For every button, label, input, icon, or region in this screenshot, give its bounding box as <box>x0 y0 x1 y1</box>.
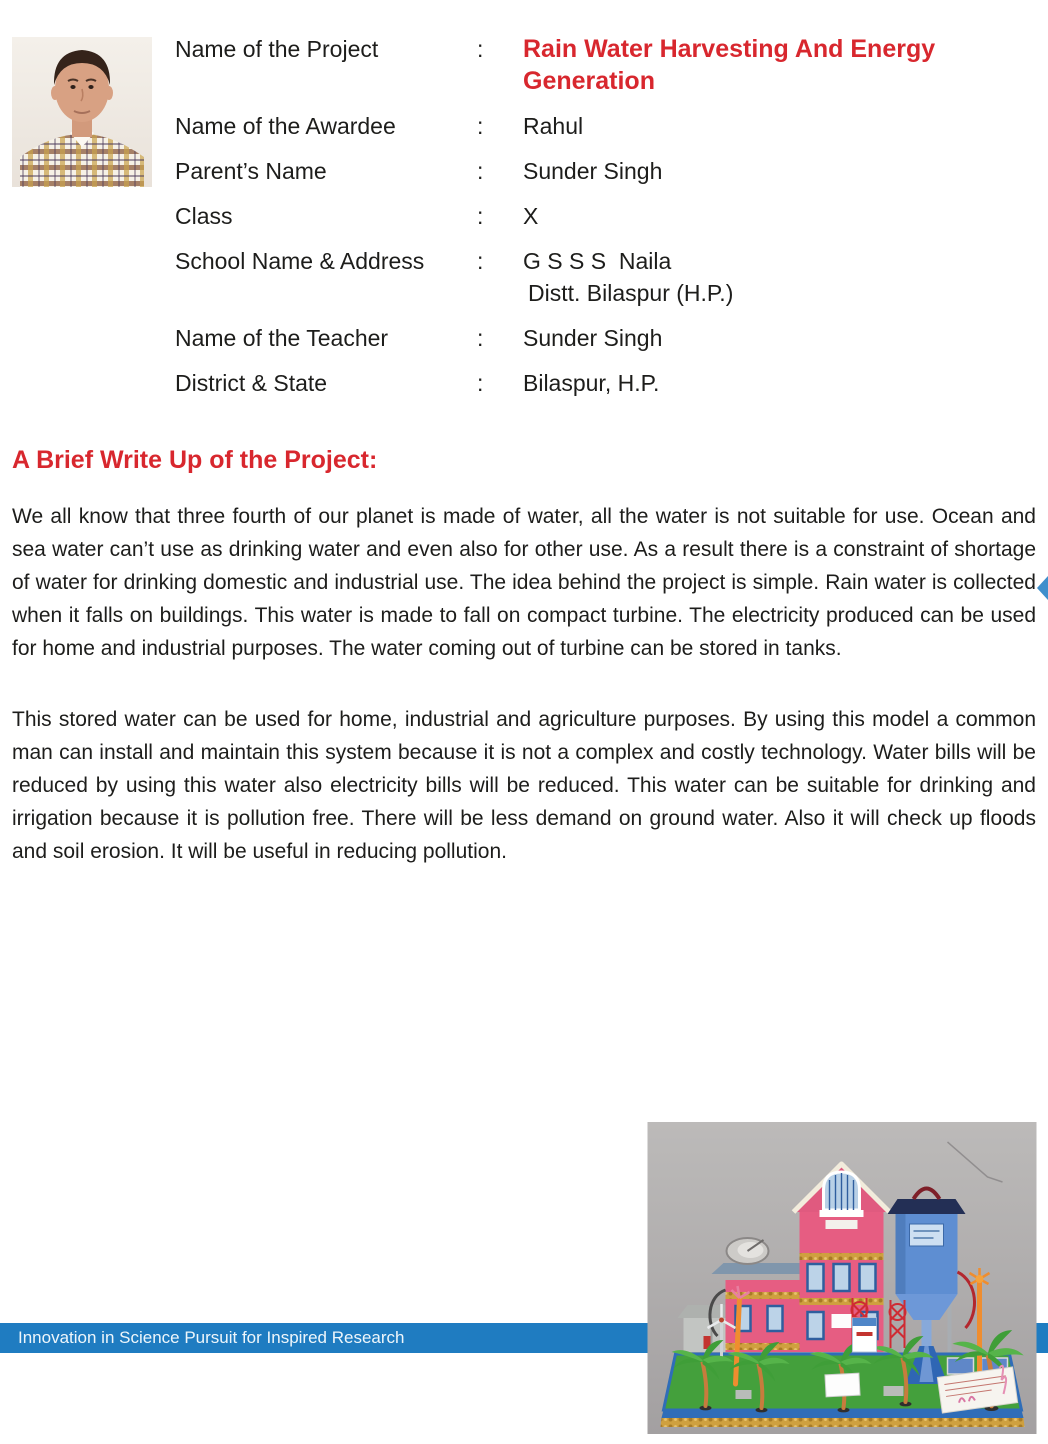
detail-value: X <box>523 203 539 229</box>
writeup-paragraph-2: This stored water can be used for home, industrial and agriculture purposes. By using this model a common man can install and maintain this system because it is not a complex and costly technology. Water bills will be reduced by using this water also electricity bills will be reduced. This water can be suitable for drinking and irrigation because it is pollution free. There will be less demand on ground water. Also it will check up floods and soil erosion. It will be useful in reducing pollution. <box>12 708 1036 863</box>
detail-row-teacher <box>175 322 987 354</box>
detail-label: Class <box>175 203 233 229</box>
detail-value: Bilaspur, H.P. <box>523 370 660 396</box>
detail-label: Parent’s Name <box>175 158 327 184</box>
detail-colon: : <box>477 203 484 229</box>
detail-value: Sunder Singh <box>523 158 663 184</box>
details-table <box>175 33 987 412</box>
satellite-dish <box>727 1238 769 1264</box>
detail-value: Rahul <box>523 113 584 139</box>
detail-row-awardee <box>175 110 987 142</box>
detail-label: Name of the Project <box>175 36 379 62</box>
writeup-heading: A Brief Write Up of the Project: <box>12 446 378 474</box>
detail-colon: : <box>477 36 484 62</box>
detail-colon: : <box>477 113 484 139</box>
school-name-line: G S S S Naila <box>523 248 672 274</box>
detail-row-project <box>175 33 987 97</box>
project-model-illustration <box>647 1122 1037 1434</box>
detail-row-parent <box>175 155 987 187</box>
detail-row-class <box>175 200 987 232</box>
detail-colon: : <box>477 325 484 351</box>
detail-value: Sunder Singh <box>523 325 663 351</box>
detail-label: Name of the Awardee <box>175 113 396 139</box>
detail-value-school <box>523 245 987 309</box>
detail-label: District & State <box>175 370 328 396</box>
school-address-line: Distt. Bilaspur (H.P.) <box>528 280 734 306</box>
writeup-paragraph-1: We all know that three fourth of our planet is made of water, all the water is not suitable for use. Ocean and sea water can’t use as drinking water and even also for other use. As a result there is a constraint of shortage of water for drinking domestic and industrial use. The idea behind the project is simple. Rain water is collected when it falls on buildings. This water is made to fall on compact turbine. The electricity produced can be used for home and industrial purposes. The water coming out of turbine can be stored in tanks. <box>12 505 1036 660</box>
detail-label: Name of the Teacher <box>175 325 389 351</box>
detail-value-project-title: Rain Water Harvesting And Energy Generation <box>523 35 936 95</box>
awardee-portrait-illustration <box>12 37 152 187</box>
detail-colon: : <box>477 248 484 274</box>
detail-colon: : <box>477 158 484 184</box>
page-marker-arrow-icon <box>1037 576 1048 600</box>
detail-colon: : <box>477 370 484 396</box>
detail-label: School Name & Address <box>175 248 425 274</box>
footer-text: Innovation in Science Pursuit for Inspired Research <box>18 1328 405 1347</box>
detail-row-school <box>175 245 987 309</box>
awardee-photo <box>12 37 152 187</box>
detail-row-district <box>175 367 987 399</box>
project-model-photo <box>647 1122 1037 1434</box>
